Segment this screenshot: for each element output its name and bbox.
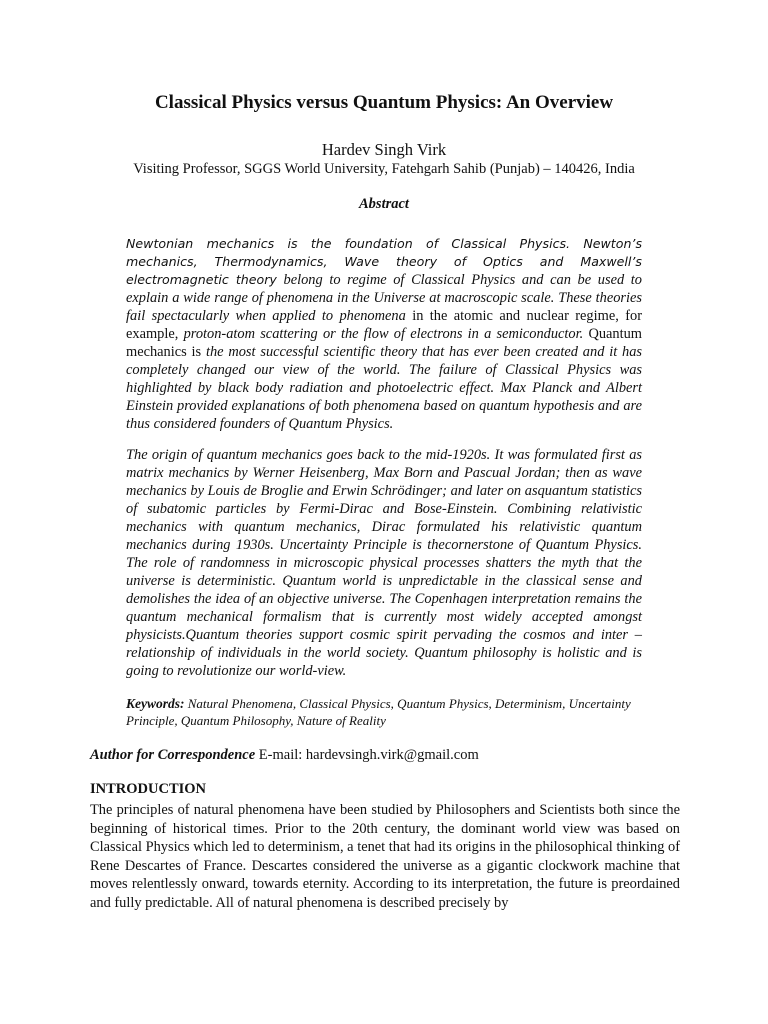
abstract-p1-part-c: in the atomic and nuclear regime, for example, (126, 308, 642, 342)
abstract-p1-part-d: proton-atom scattering or the flow of electrons in a semiconductor. (183, 326, 584, 342)
correspondence-email: E-mail: hardevsingh.virk@gmail.com (255, 747, 479, 763)
abstract-paragraph-1 (126, 235, 642, 433)
paper-title: Classical Physics versus Quantum Physics: An Overview (154, 92, 614, 113)
correspondence-line (90, 747, 690, 764)
introduction-paragraph: The principles of natural phenomena have been studied by Philosophers and Scientists both since the beginning of historical times. Prior to the 20th century, the dominant world view was based on Classical Physics which led to determinism, a tenet that had its origins in the philosophical thinking of Rene Descartes of France. Descartes considered the universe as a gigantic clockwork machine that moves relentlessly onward, towards eternity. According to its interpretation, the future is preordained and fully predictable. All of natural phenomena is described precisely by (90, 802, 680, 911)
keywords-label: Keywords: (126, 696, 185, 711)
correspondence-label: Author for Correspondence (90, 747, 256, 763)
keywords-text: Natural Phenomena, Classical Physics, Quantum Physics, Determinism, Uncertainty Principle, Quantum Philosophy, Nature of Reality (126, 696, 631, 728)
abstract-p1-part-e: Quantum mechanics is (126, 326, 642, 360)
abstract-p1-part-f: the most successful scientific theory that has ever been created and it has completely changed our view of the world. The failure of Classical Physics was highlighted by black body radiation and photoelectric effect. Max Planck and Albert Einstein provided explanations of both phenomena based on quantum hypothesis and are thus considered founders of Quantum Physics. (126, 344, 642, 432)
abstract-p1-part-a: Newtonian mechanics is the foundation of Classical Physics. Newton’s mechanics, Thermodynamics, Wave theory of Optics and Maxwell’s electromagnetic theory (126, 236, 642, 287)
abstract-paragraph-2: The origin of quantum mechanics goes back to the mid-1920s. It was formulated first as matrix mechanics by Werner Heisenberg, Max Born and Pascual Jordan; then as wave mechanics by Louis de Broglie and Erwin Schrödinger; and later on asquantum statistics of subatomic particles by Fermi-Dirac and Bose-Einstein. Combining relativistic mechanics with quantum mechanics, Dirac formulated his relativistic quantum mechanics during 1930s. Uncertainty Principle is thecornerstone of Quantum Physics. The role of randomness in microscopic physical processes shatters the myth that the universe is deterministic. Quantum world is unpredictable in the classical sense and demolishes the idea of an objective universe. The Copenhagen interpretation remains the quantum mechanical formalism that is currently most widely accepted amongst physicists.Quantum theories support cosmic spirit pervading the cosmos and inter – relationship of individuals in the world society. Quantum philosophy is holistic and is going to revolutionize our world-view. (126, 447, 642, 679)
introduction-heading: INTRODUCTION (90, 781, 207, 797)
abstract-heading: Abstract (359, 196, 409, 212)
abstract-p1-part-b: belong to regime of Classical Physics and can be used to explain a wide range of phenomena in the Universe at macroscopic scale. These theories fail spectacularly when applied to phenomena (126, 272, 642, 324)
author-name: Hardev Singh Virk (321, 140, 447, 159)
author-affiliation: Visiting Professor, SGGS World University, Fatehgarh Sahib (Punjab) – 140426, India (133, 161, 635, 177)
keywords (126, 695, 656, 729)
